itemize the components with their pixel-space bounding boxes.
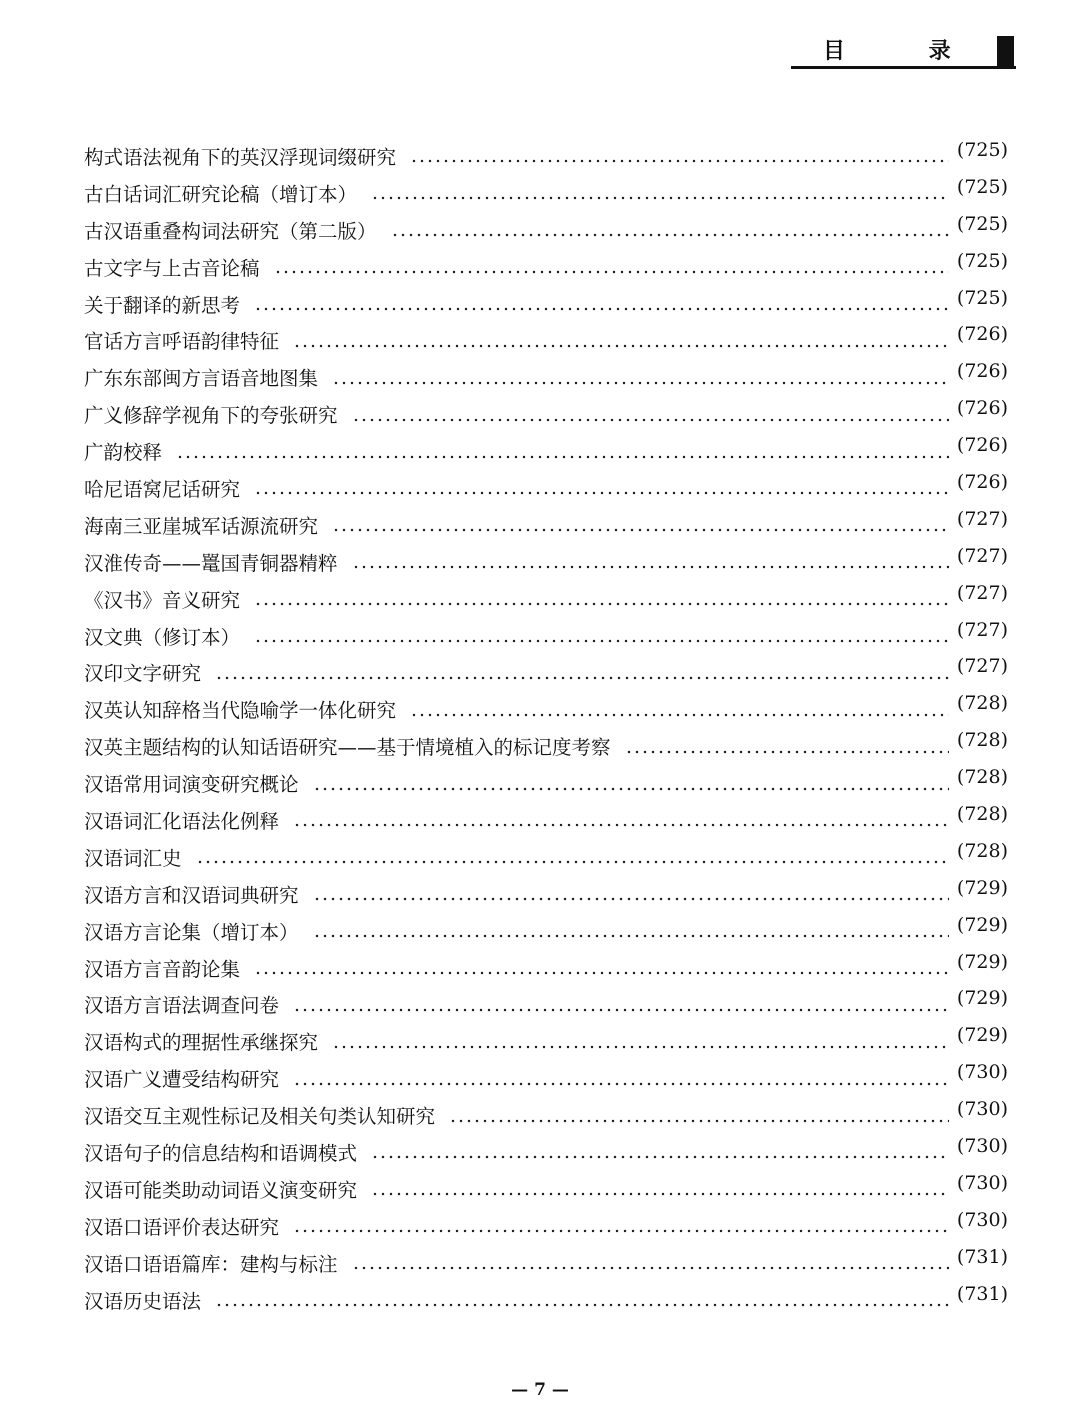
- toc-entry-title: 汉语方言音韵论集: [84, 957, 241, 981]
- toc-entry: [84, 1025, 1008, 1062]
- toc-entry-title: 汉语方言和汉语词典研究: [84, 883, 299, 907]
- toc-entry-page: (730): [956, 1061, 1008, 1084]
- dot-leader: [176, 455, 949, 459]
- toc-entry-title: 汉语方言论集（增订本）: [84, 920, 299, 944]
- toc-entry-title: 汉语交互主观性标记及相关句类认知研究: [84, 1105, 436, 1129]
- toc-entry-page: (731): [956, 1282, 1008, 1305]
- dot-leader: [215, 676, 949, 680]
- toc-entry-title: 古文字与上古音论稿: [84, 256, 260, 280]
- toc-entry-page: (729): [956, 876, 1008, 899]
- dot-leader: [215, 1303, 949, 1307]
- dot-leader: [313, 934, 949, 938]
- toc-entry-page: (725): [956, 286, 1008, 309]
- toc-entry-page: (729): [956, 987, 1008, 1010]
- dot-leader: [293, 1082, 949, 1086]
- toc-entry-title: 汉语方言语法调查问卷: [84, 994, 280, 1018]
- dot-leader: [254, 602, 949, 606]
- toc-entry-page: (726): [956, 471, 1008, 494]
- toc-entry-title: 汉语常用词演变研究概论: [84, 773, 299, 797]
- toc-entry-page: (727): [956, 581, 1008, 604]
- page-number-footer: — 7 —: [511, 1380, 569, 1400]
- header-block-marker: [997, 36, 1014, 66]
- toc-entry-page: (731): [956, 1245, 1008, 1268]
- dot-leader: [625, 750, 949, 754]
- toc-entry-page: (725): [956, 212, 1008, 235]
- toc-entry-title: 汉印文字研究: [84, 662, 202, 686]
- dot-leader: [293, 1008, 949, 1012]
- toc-entry-page: (727): [956, 618, 1008, 641]
- dot-leader: [254, 639, 949, 643]
- toc-entry-page: (730): [956, 1098, 1008, 1121]
- toc-entry: [84, 915, 1008, 952]
- toc-entry-page: (728): [956, 803, 1008, 826]
- toc-entry-title: 海南三亚崖城军话源流研究: [84, 514, 319, 538]
- dot-leader: [352, 1266, 949, 1270]
- dot-leader: [332, 381, 949, 385]
- toc-entry-title: 广韵校释: [84, 441, 163, 465]
- toc-entry: [84, 398, 1008, 435]
- toc-entry: [84, 509, 1008, 546]
- toc-entry: [84, 656, 1008, 693]
- toc-entry-page: (726): [956, 323, 1008, 346]
- toc-entry-title: 《汉书》音义研究: [84, 588, 241, 612]
- toc-entry-page: (726): [956, 397, 1008, 420]
- toc-entry-title: 广义修辞学视角下的夸张研究: [84, 404, 338, 428]
- toc-entry: [84, 214, 1008, 251]
- toc-entry-title: 官话方言呼语韵律特征: [84, 330, 280, 354]
- toc-entry: [84, 841, 1008, 878]
- toc-entry-title: 汉语口语评价表达研究: [84, 1215, 280, 1239]
- toc-entry-title: 关于翻译的新思考: [84, 293, 241, 317]
- toc-entry-title: 汉语口语语篇库：建构与标注: [84, 1252, 338, 1276]
- toc-entry-page: (728): [956, 729, 1008, 752]
- toc-entry-title: 汉语构式的理据性承继探究: [84, 1031, 319, 1055]
- toc-entry: [84, 730, 1008, 767]
- dot-leader: [293, 344, 949, 348]
- dot-leader: [391, 233, 949, 237]
- toc-entry: [84, 546, 1008, 583]
- toc-entry-page: (728): [956, 692, 1008, 715]
- dot-leader: [313, 897, 949, 901]
- header-title: 目 录: [823, 39, 989, 64]
- dot-leader: [449, 1119, 949, 1123]
- dot-leader: [293, 823, 949, 827]
- toc-entry-page: (726): [956, 360, 1008, 383]
- toc-entry-title: 汉英主题结构的认知话语研究——基于情境植入的标记度考察: [84, 736, 611, 760]
- toc-entry: [84, 1210, 1008, 1247]
- toc-entry: [84, 767, 1008, 804]
- toc-entry: [84, 435, 1008, 472]
- toc-entry-title: 汉语广义遭受结构研究: [84, 1068, 280, 1092]
- dot-leader: [352, 565, 949, 569]
- toc-entry: [84, 1247, 1008, 1284]
- toc-entry-page: (729): [956, 950, 1008, 973]
- toc-entry: [84, 1136, 1008, 1173]
- dot-leader: [274, 270, 949, 274]
- toc-entry: [84, 988, 1008, 1025]
- toc-entry-title: 汉淮传奇——鼍国青铜器精粹: [84, 551, 338, 575]
- table-of-contents: [84, 140, 1008, 1321]
- toc-entry: [84, 177, 1008, 214]
- toc-entry: [84, 693, 1008, 730]
- dot-leader: [371, 196, 949, 200]
- toc-entry-title: 汉语历史语法: [84, 1289, 202, 1313]
- dot-leader: [352, 418, 949, 422]
- toc-entry-page: (727): [956, 655, 1008, 678]
- toc-entry-page: (729): [956, 1024, 1008, 1047]
- toc-entry-page: (728): [956, 839, 1008, 862]
- dot-leader: [254, 971, 949, 975]
- toc-entry: [84, 472, 1008, 509]
- toc-entry: [84, 288, 1008, 325]
- toc-entry: [84, 804, 1008, 841]
- toc-entry-page: (726): [956, 434, 1008, 457]
- toc-entry-page: (730): [956, 1135, 1008, 1158]
- dot-leader: [313, 787, 949, 791]
- toc-entry-page: (730): [956, 1171, 1008, 1194]
- toc-entry-page: (730): [956, 1208, 1008, 1231]
- toc-entry-title: 构式语法视角下的英汉浮现词缀研究: [84, 146, 397, 169]
- dot-leader: [410, 713, 949, 717]
- toc-entry: [84, 583, 1008, 620]
- toc-entry-page: (727): [956, 544, 1008, 567]
- toc-entry: [84, 140, 1008, 177]
- dot-leader: [293, 1229, 949, 1233]
- dot-leader: [332, 528, 949, 532]
- dot-leader: [196, 860, 949, 864]
- toc-entry-title: 广东东部闽方言语音地图集: [84, 367, 319, 391]
- toc-entry: [84, 620, 1008, 657]
- toc-entry-title: 汉英认知辞格当代隐喻学一体化研究: [84, 699, 397, 723]
- toc-entry: [84, 952, 1008, 989]
- toc-entry: [84, 878, 1008, 915]
- toc-entry-page: (728): [956, 766, 1008, 789]
- toc-entry-title: 古汉语重叠构词法研究（第二版）: [84, 219, 377, 243]
- toc-entry-title: 古白话词汇研究论稿（增订本）: [84, 182, 358, 206]
- running-header: [791, 30, 1016, 69]
- dot-leader: [254, 307, 949, 311]
- toc-entry-page: (725): [956, 139, 1008, 161]
- toc-entry-title: 汉语句子的信息结构和语调模式: [84, 1142, 358, 1166]
- dot-leader: [254, 491, 949, 495]
- toc-entry-page: (727): [956, 507, 1008, 530]
- toc-entry: [84, 1062, 1008, 1099]
- dot-leader: [371, 1155, 949, 1159]
- dot-leader: [371, 1192, 949, 1196]
- dot-leader: [332, 1045, 949, 1049]
- toc-entry-title: 汉语词汇化语法化例释: [84, 810, 280, 834]
- toc-entry: [84, 1099, 1008, 1136]
- toc-entry: [84, 324, 1008, 361]
- toc-entry: [84, 361, 1008, 398]
- toc-entry-page: (729): [956, 913, 1008, 936]
- toc-entry-title: 哈尼语窝尼话研究: [84, 478, 241, 502]
- toc-entry-page: (725): [956, 175, 1008, 198]
- dot-leader: [410, 159, 949, 163]
- toc-entry-title: 汉语词汇史: [84, 846, 182, 870]
- toc-entry: [84, 251, 1008, 288]
- toc-entry: [84, 1284, 1008, 1321]
- toc-entry-title: 汉文典（修订本）: [84, 625, 241, 649]
- toc-entry: [84, 1173, 1008, 1210]
- toc-entry-page: (725): [956, 249, 1008, 272]
- toc-entry-title: 汉语可能类助动词语义演变研究: [84, 1178, 358, 1202]
